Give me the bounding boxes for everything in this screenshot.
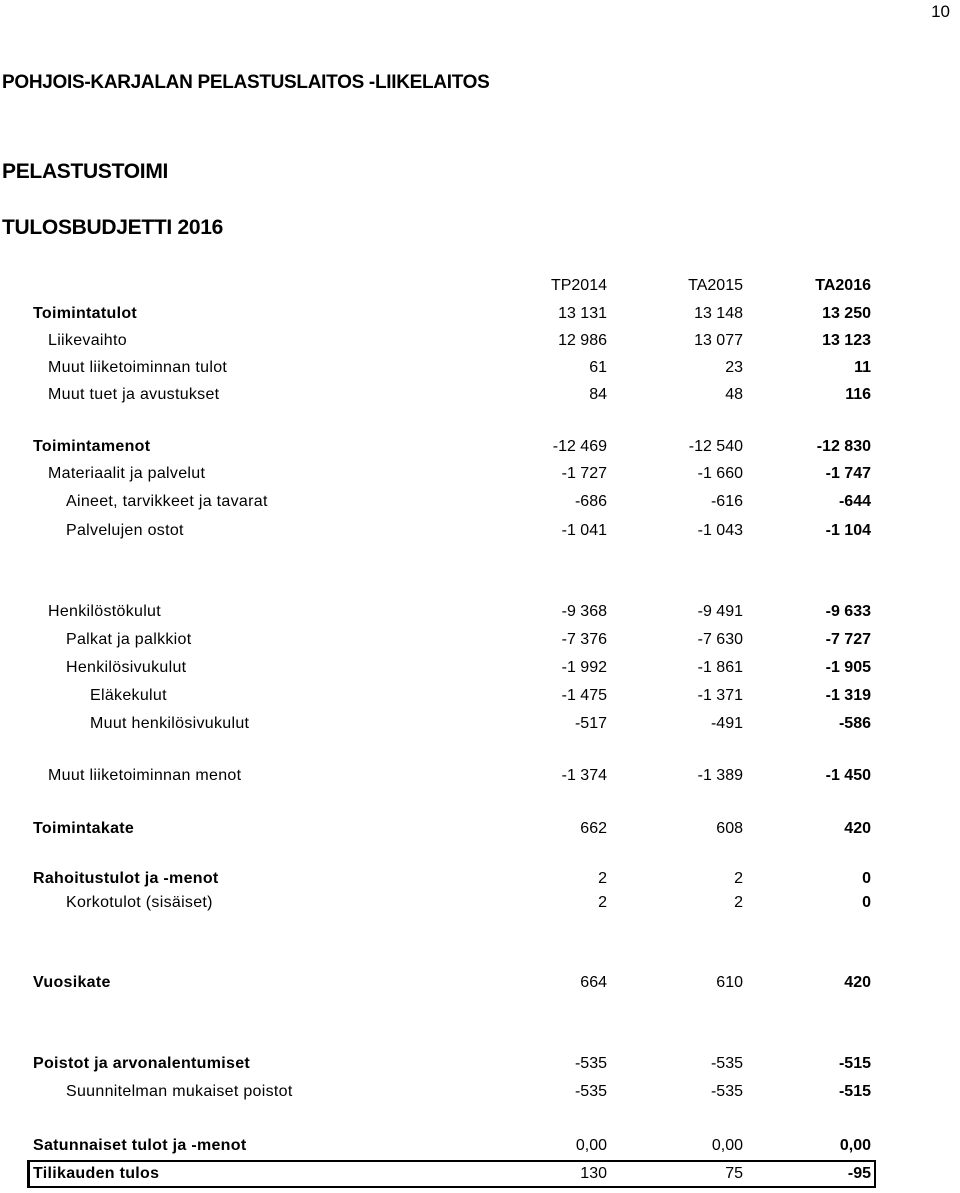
row-label: Henkilösivukulut — [66, 659, 187, 676]
value-tp2014: 84 — [589, 386, 607, 403]
value-ta2016: -586 — [838, 715, 871, 732]
document-title: TULOSBUDJETTI 2016 — [2, 216, 223, 239]
row-vuosikate — [0, 972, 960, 994]
value-tp2014: 2 — [598, 870, 607, 887]
value-ta2016: 13 123 — [822, 332, 871, 349]
value-ta2016: -1 747 — [825, 465, 871, 482]
row-henkilosivukulut — [0, 657, 960, 679]
value-ta2015: -1 371 — [697, 687, 743, 704]
row-muut-henkilosivukulut — [0, 713, 960, 735]
row-muut-liiketoiminnan-tulot — [0, 357, 960, 379]
row-label: Satunnaiset tulot ja -menot — [33, 1137, 247, 1154]
value-tp2014: -12 469 — [552, 438, 607, 455]
value-ta2015: -7 630 — [697, 631, 743, 648]
row-muut-liiketoiminnan-menot — [0, 765, 960, 787]
value-ta2015: 13 077 — [694, 332, 743, 349]
value-ta2015: 2 — [734, 870, 743, 887]
row-label: Rahoitustulot ja -menot — [33, 870, 219, 887]
value-ta2015: 23 — [725, 359, 743, 376]
value-tp2014: 12 986 — [558, 332, 607, 349]
value-tp2014: -517 — [574, 715, 607, 732]
value-ta2016: -1 319 — [825, 687, 871, 704]
value-ta2015: -616 — [710, 493, 743, 510]
row-label: Henkilöstökulut — [48, 603, 161, 620]
row-label: Palvelujen ostot — [66, 522, 184, 539]
row-label: Vuosikate — [33, 974, 111, 991]
value-ta2016: -9 633 — [825, 603, 871, 620]
value-tp2014: -1 041 — [561, 522, 607, 539]
value-tp2014: -9 368 — [561, 603, 607, 620]
row-materiaalit-ja-palvelut — [0, 463, 960, 485]
value-ta2015: -491 — [710, 715, 743, 732]
value-ta2015: 610 — [716, 974, 743, 991]
row-poistot-ja-arvonalentumiset — [0, 1053, 960, 1075]
row-label: Muut henkilösivukulut — [90, 715, 250, 732]
value-tp2014: 61 — [589, 359, 607, 376]
value-ta2015: -1 389 — [697, 767, 743, 784]
value-tp2014: 2 — [598, 894, 607, 911]
value-tp2014: -1 727 — [561, 465, 607, 482]
value-ta2015: -9 491 — [697, 603, 743, 620]
row-muut-tuet-ja-avustukset — [0, 384, 960, 406]
column-header-ta2015: TA2015 — [688, 277, 743, 294]
row-tilikauden-tulos — [0, 1163, 960, 1185]
column-header-tp2014: TP2014 — [550, 277, 607, 294]
value-ta2016: -1 104 — [825, 522, 871, 539]
value-tp2014: -7 376 — [561, 631, 607, 648]
value-ta2016: -95 — [847, 1165, 871, 1182]
row-label: Korkotulot (sisäiset) — [66, 894, 213, 911]
value-ta2016: 420 — [844, 820, 871, 837]
value-tp2014: 0,00 — [575, 1137, 607, 1154]
value-ta2015: -1 043 — [697, 522, 743, 539]
value-ta2015: 13 148 — [694, 305, 743, 322]
value-ta2015: -535 — [710, 1055, 743, 1072]
row-satunnaiset-tulot-ja-menot — [0, 1135, 960, 1157]
division-heading: PELASTUSTOIMI — [2, 160, 169, 183]
row-label: Muut liiketoiminnan menot — [48, 767, 242, 784]
row-rahoitustulot-ja-menot — [0, 868, 960, 890]
value-tp2014: -1 374 — [561, 767, 607, 784]
row-elakekulut — [0, 685, 960, 707]
value-ta2016: -1 450 — [825, 767, 871, 784]
row-label: Poistot ja arvonalentumiset — [33, 1055, 251, 1072]
row-label: Muut tuet ja avustukset — [48, 386, 220, 403]
row-label: Materiaalit ja palvelut — [48, 465, 206, 482]
value-ta2015: 48 — [725, 386, 743, 403]
organization-heading: POHJOIS-KARJALAN PELASTUSLAITOS -LIIKELAITOS — [2, 72, 490, 93]
value-ta2015: -535 — [710, 1083, 743, 1100]
row-label: Aineet, tarvikkeet ja tavarat — [66, 493, 268, 510]
value-ta2016: 13 250 — [822, 305, 871, 322]
value-ta2016: -7 727 — [825, 631, 871, 648]
row-palvelujen-ostot — [0, 520, 960, 542]
row-liikevaihto — [0, 330, 960, 352]
value-ta2016: 0 — [862, 894, 871, 911]
row-label: Toimintamenot — [33, 438, 151, 455]
value-ta2016: 0 — [862, 870, 871, 887]
value-ta2016: 420 — [844, 974, 871, 991]
value-ta2015: 2 — [734, 894, 743, 911]
value-ta2016: 0,00 — [839, 1137, 871, 1154]
value-ta2016: -515 — [838, 1083, 871, 1100]
row-label: Palkat ja palkkiot — [66, 631, 192, 648]
row-label: Toimintatulot — [33, 305, 138, 322]
value-ta2016: -1 905 — [825, 659, 871, 676]
value-ta2016: 11 — [854, 359, 871, 376]
value-tp2014: -686 — [574, 493, 607, 510]
row-toimintatulot — [0, 303, 960, 325]
row-label: Muut liiketoiminnan tulot — [48, 359, 228, 376]
value-ta2015: -12 540 — [688, 438, 743, 455]
row-label: Tilikauden tulos — [33, 1165, 160, 1182]
value-tp2014: 664 — [580, 974, 607, 991]
row-palkat-ja-palkkiot — [0, 629, 960, 651]
value-ta2016: -515 — [838, 1055, 871, 1072]
column-header-ta2016: TA2016 — [815, 277, 871, 294]
value-ta2016: -12 830 — [816, 438, 871, 455]
value-ta2015: 75 — [725, 1165, 743, 1182]
value-ta2016: 116 — [845, 386, 871, 403]
row-label: Toimintakate — [33, 820, 135, 837]
value-tp2014: 13 131 — [558, 305, 607, 322]
value-tp2014: -535 — [574, 1055, 607, 1072]
value-ta2015: 608 — [716, 820, 743, 837]
row-toimintakate — [0, 818, 960, 840]
row-korkotulot-sisaiset — [0, 892, 960, 914]
row-toimintamenot — [0, 436, 960, 458]
row-henkilostokulut — [0, 601, 960, 623]
value-tp2014: 130 — [580, 1165, 607, 1182]
page-number: 10 — [931, 2, 950, 21]
row-label: Eläkekulut — [90, 687, 167, 704]
value-tp2014: -1 475 — [561, 687, 607, 704]
row-suunnitelman-mukaiset-poistot — [0, 1081, 960, 1103]
value-ta2016: -644 — [838, 493, 871, 510]
value-tp2014: -1 992 — [561, 659, 607, 676]
value-tp2014: -535 — [574, 1083, 607, 1100]
value-tp2014: 662 — [580, 820, 607, 837]
value-ta2015: -1 660 — [697, 465, 743, 482]
value-ta2015: -1 861 — [697, 659, 743, 676]
row-label: Suunnitelman mukaiset poistot — [66, 1083, 293, 1100]
row-label: Liikevaihto — [48, 332, 127, 349]
row-aineet-tarvikkeet-ja-tavarat — [0, 491, 960, 513]
value-ta2015: 0,00 — [711, 1137, 743, 1154]
